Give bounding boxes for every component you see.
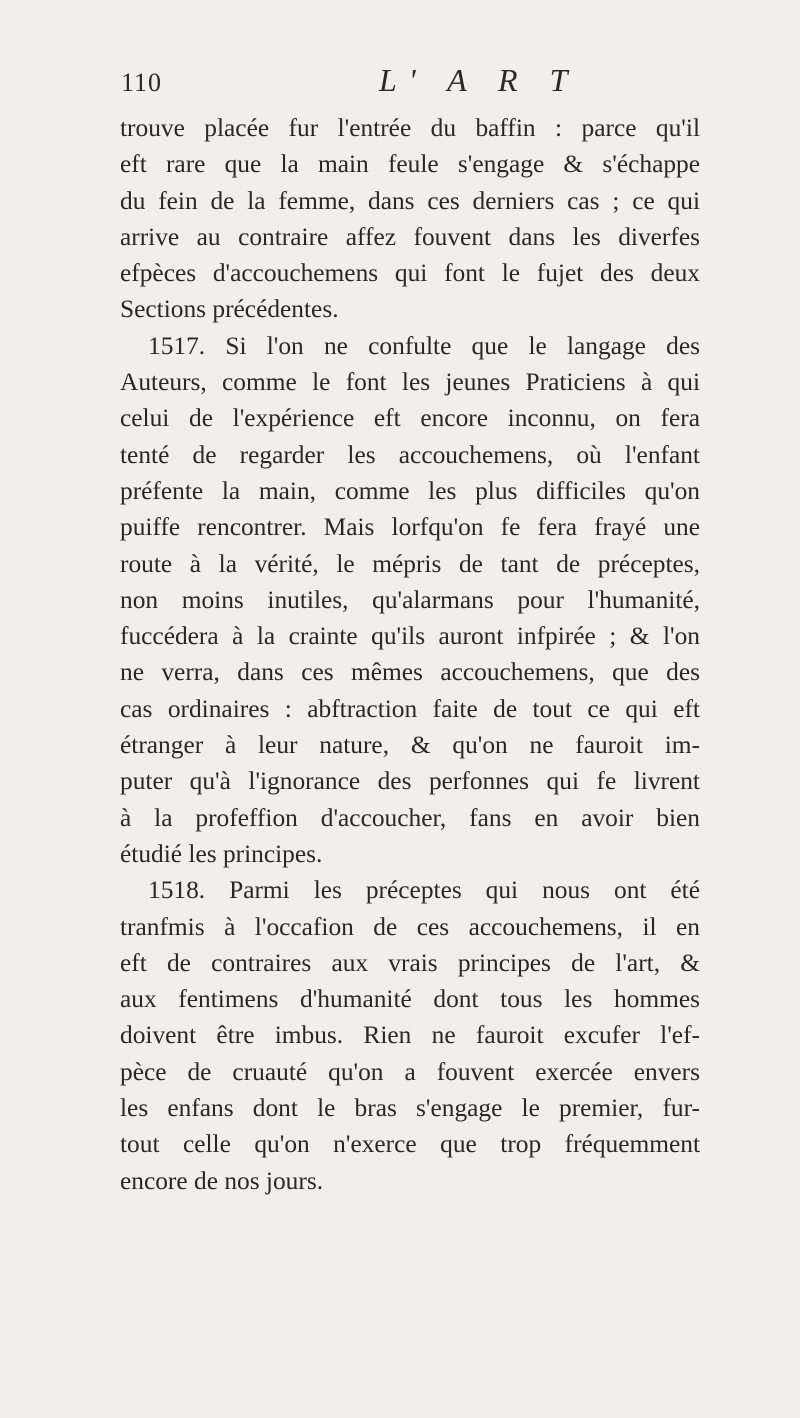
text-line: ne verra, dans ces mêmes accouchemens, que des	[120, 658, 700, 687]
text-line: encore de nos jours.	[120, 1166, 324, 1195]
text-line: fuccédera à la crainte qu'ils auront infpirée ; & l'on	[120, 622, 700, 651]
paragraph-1518-start: 1518. Parmi les préceptes qui nous ont été	[148, 876, 700, 905]
running-head	[121, 62, 701, 102]
text-line: étudié les principes.	[120, 839, 323, 868]
text-line: tout celle qu'on n'exerce que trop fréquemment	[120, 1130, 700, 1159]
text-line: aux fentimens d'humanité dont tous les hommes	[120, 985, 700, 1014]
running-title: L' A R T	[379, 62, 580, 98]
text-line: route à la vérité, le mépris de tant de préceptes,	[120, 549, 700, 578]
page-number: 110	[121, 68, 163, 97]
text-line: à la profeffion d'accoucher, fans en avoir bien	[120, 803, 700, 832]
text-line: doivent être imbus. Rien ne fauroit excufer l'ef-	[120, 1021, 700, 1050]
text-line: pèce de cruauté qu'on a fouvent exercée envers	[120, 1057, 700, 1086]
text-line: eft rare que la main feule s'engage & s'échappe	[120, 150, 700, 179]
text-line: Sections précédentes.	[120, 295, 339, 324]
text-line: puter qu'à l'ignorance des perfonnes qui fe livrent	[120, 767, 700, 796]
text-line: du fein de la femme, dans ces derniers cas ; ce qui	[120, 186, 700, 215]
text-line: celui de l'expérience eft encore inconnu, on fera	[120, 404, 700, 433]
body-text	[120, 110, 700, 1199]
text-line: tenté de regarder les accouchemens, où l'enfant	[120, 440, 700, 469]
text-line: tranfmis à l'occafion de ces accouchemens, il en	[120, 912, 700, 941]
text-line: trouve placée fur l'entrée du baffin : parce qu'il	[120, 114, 700, 142]
text-line: arrive au contraire affez fouvent dans les diverfes	[120, 222, 700, 251]
text-line: efpèces d'accouchemens qui font le fujet des deux	[120, 259, 700, 288]
text-line: Auteurs, comme le font les jeunes Praticiens à qui	[120, 368, 700, 397]
text-line: étranger à leur nature, & qu'on ne fauroit im-	[120, 731, 700, 760]
text-line: puiffe rencontrer. Mais lorfqu'on fe fera frayé une	[120, 513, 700, 542]
text-line: eft de contraires aux vrais principes de l'art, &	[120, 948, 700, 977]
text-line: non moins inutiles, qu'alarmans pour l'humanité,	[120, 585, 700, 614]
text-line: préfente la main, comme les plus difficiles qu'on	[120, 476, 700, 505]
text-line: cas ordinaires : abftraction faite de tout ce qui eft	[120, 694, 700, 723]
text-line: les enfans dont le bras s'engage le premier, fur-	[120, 1094, 700, 1123]
paragraph-1517-start: 1517. Si l'on ne confulte que le langage des	[148, 331, 700, 360]
